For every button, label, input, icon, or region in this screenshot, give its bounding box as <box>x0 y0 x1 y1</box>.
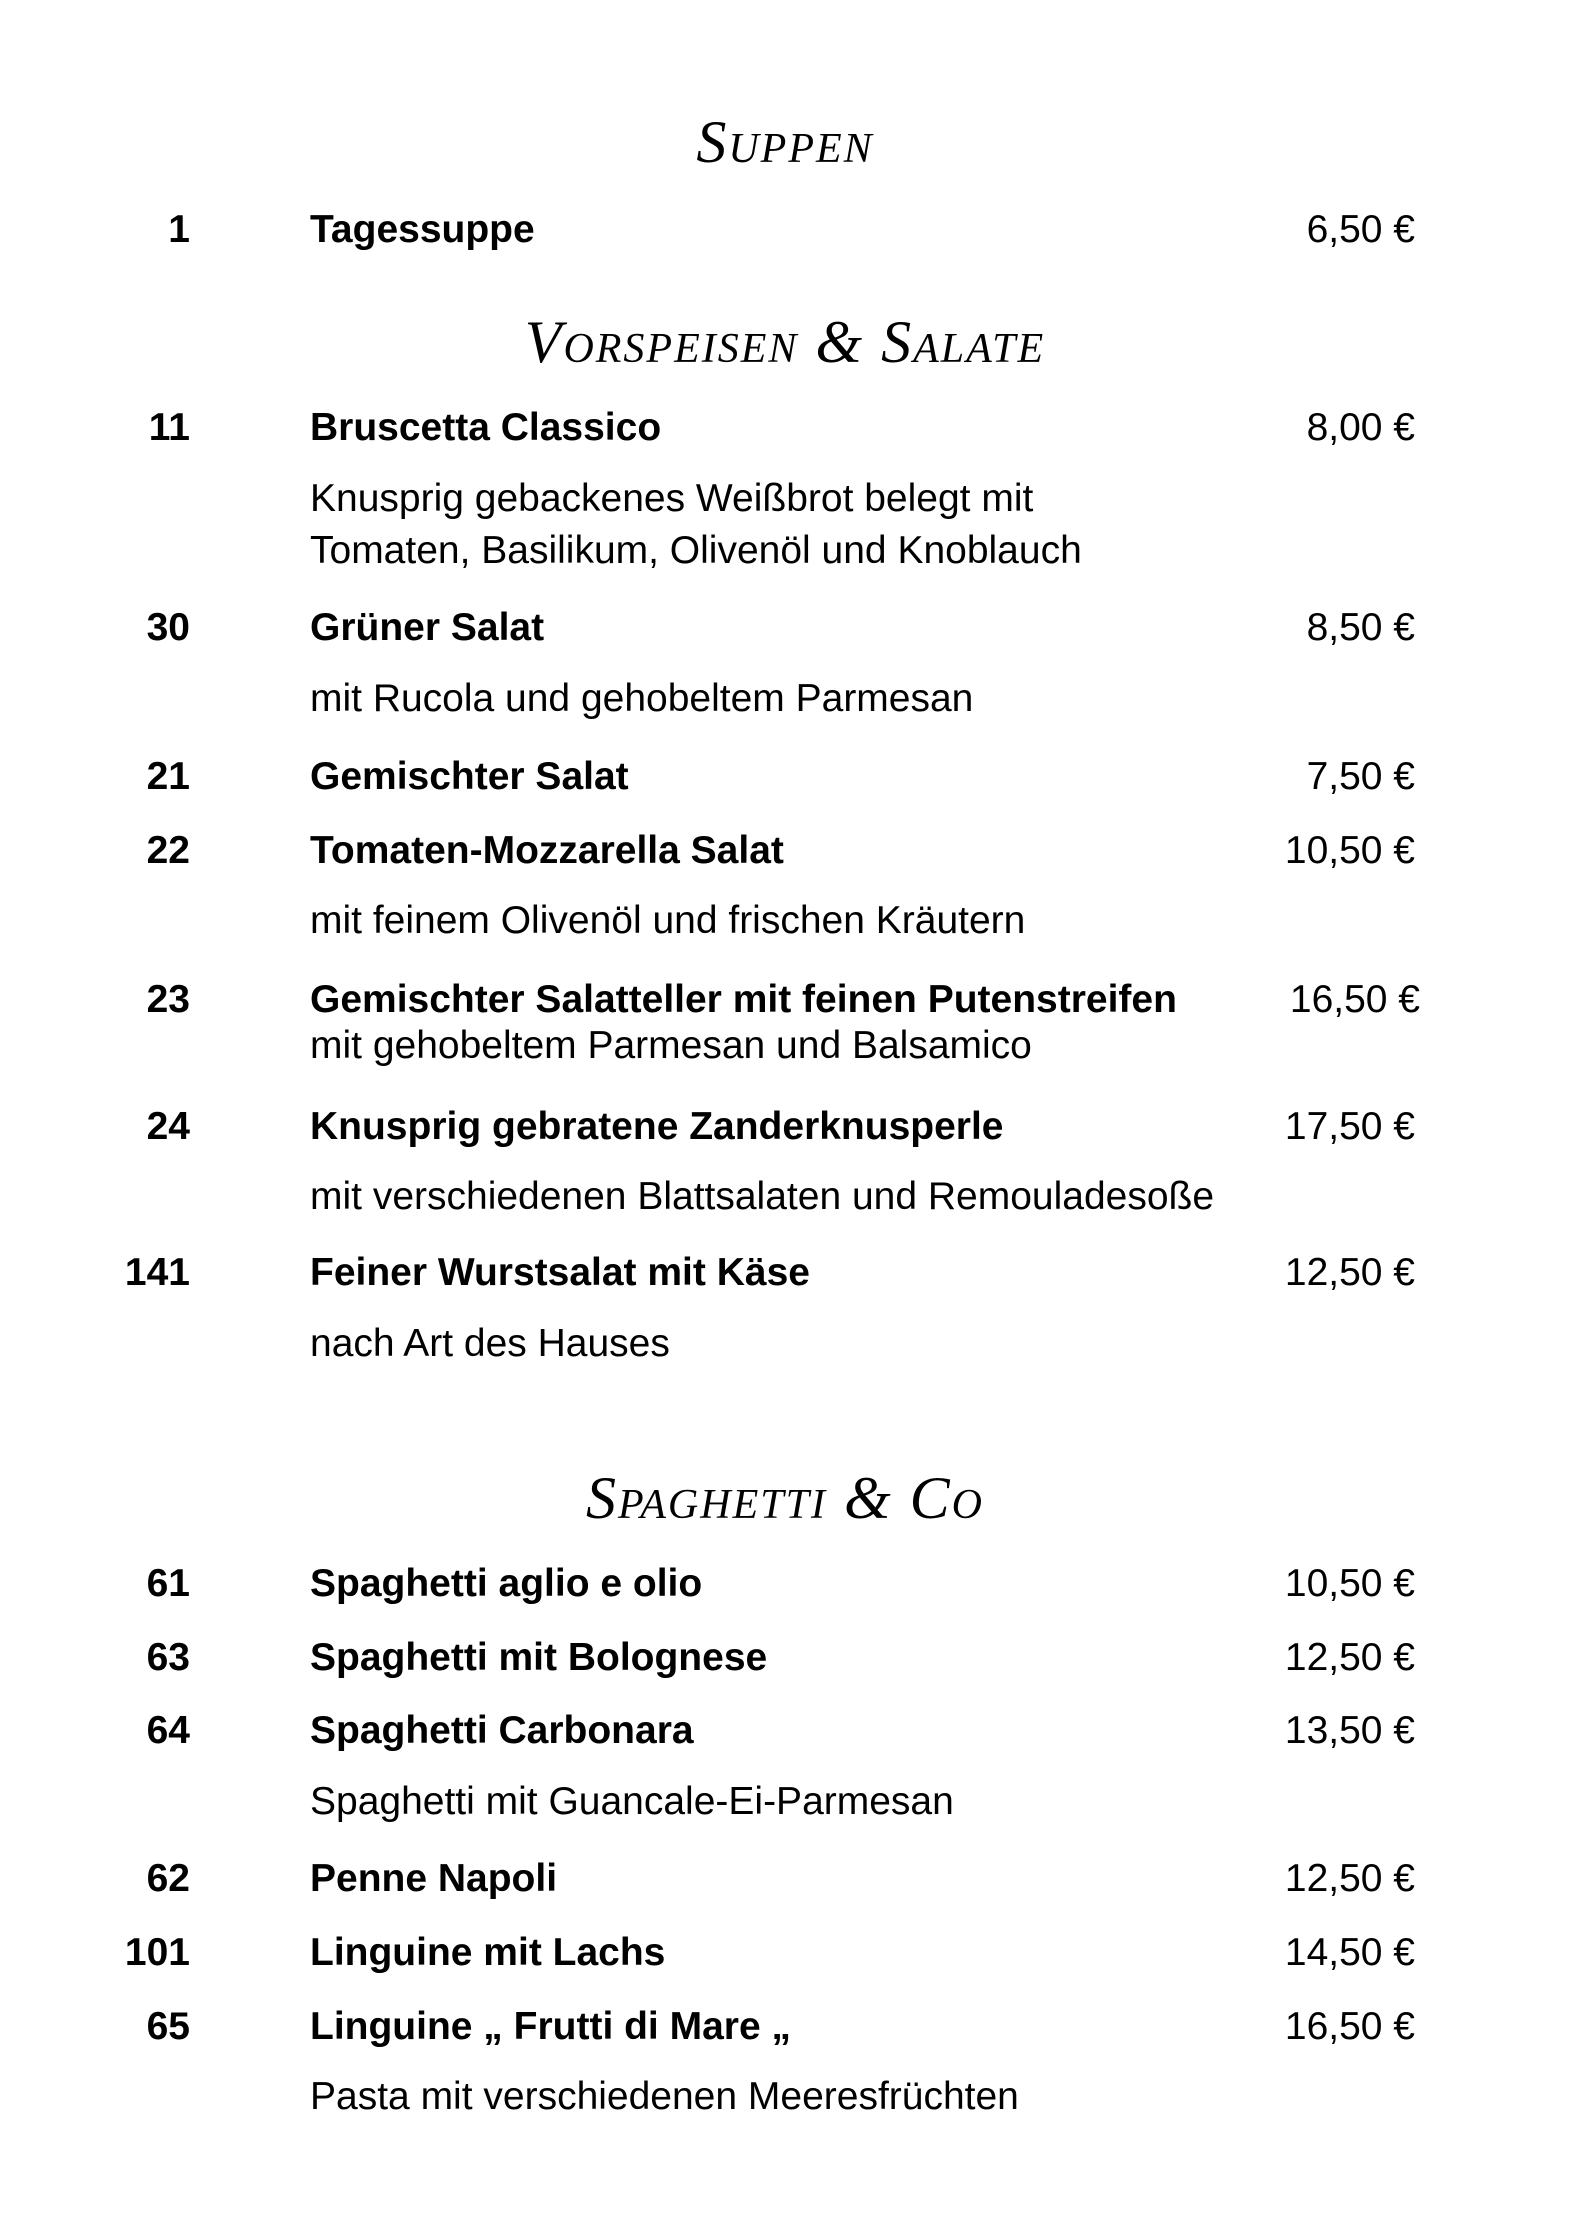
item-price: 16,50 € <box>1289 978 1420 1021</box>
item-number: 65 <box>146 2005 190 2048</box>
item-number: 141 <box>124 1251 190 1294</box>
section-heading-suppen: Suppen <box>696 109 874 175</box>
item-description: mit Rucola und gehobeltem Parmesan <box>310 677 974 720</box>
item-description: mit verschiedenen Blattsalaten und Remouladesoße <box>310 1175 1215 1218</box>
item-price: 12,50 € <box>1284 1857 1415 1900</box>
item-number: 24 <box>146 1105 190 1148</box>
item-name: Bruscetta Classico <box>310 406 662 449</box>
item-price: 17,50 € <box>1284 1105 1415 1148</box>
item-name: Gemischter Salatteller mit feinen Putenstreifen <box>310 978 1177 1021</box>
item-number: 62 <box>146 1857 190 1900</box>
item-price: 13,50 € <box>1284 1709 1415 1752</box>
item-description: mit feinem Olivenöl und frischen Kräutern <box>310 899 1026 942</box>
item-number: 101 <box>124 1931 190 1974</box>
item-name: Knusprig gebratene Zanderknusperle <box>310 1105 1004 1148</box>
section-heading-spaghetti-co: Spaghetti & Co <box>586 1465 984 1531</box>
item-number: 23 <box>146 978 190 1021</box>
item-price: 12,50 € <box>1284 1636 1415 1679</box>
item-price: 6,50 € <box>1306 208 1415 251</box>
item-name: Linguine mit Lachs <box>310 1931 666 1974</box>
item-name: Penne Napoli <box>310 1857 558 1900</box>
item-number: 11 <box>148 406 190 449</box>
item-description: Tomaten, Basilikum, Olivenöl und Knoblauch <box>310 529 1082 572</box>
item-name: Linguine „ Frutti di Mare „ <box>310 2005 791 2048</box>
item-number: 22 <box>146 829 190 872</box>
item-price: 14,50 € <box>1284 1931 1415 1974</box>
item-price: 10,50 € <box>1284 1562 1415 1605</box>
item-description: Pasta mit verschiedenen Meeresfrüchten <box>310 2075 1019 2118</box>
item-name: Feiner Wurstsalat mit Käse <box>310 1251 810 1294</box>
item-price: 8,00 € <box>1306 406 1415 449</box>
item-number: 30 <box>146 606 190 649</box>
item-number: 61 <box>146 1562 190 1605</box>
item-number: 64 <box>146 1709 190 1752</box>
item-description: nach Art des Hauses <box>310 1322 670 1365</box>
item-description: mit gehobeltem Parmesan und Balsamico <box>310 1024 1032 1067</box>
section-heading-vorspeisen-salate: Vorspeisen & Salate <box>524 309 1046 375</box>
item-name: Gemischter Salat <box>310 755 629 798</box>
item-description: Spaghetti mit Guancale-Ei-Parmesan <box>310 1780 954 1823</box>
item-number: 21 <box>146 755 190 798</box>
item-name: Tagessuppe <box>310 208 535 251</box>
item-number: 63 <box>146 1636 190 1679</box>
item-description: Knusprig gebackenes Weißbrot belegt mit <box>310 477 1034 520</box>
item-price: 16,50 € <box>1284 2005 1415 2048</box>
item-price: 7,50 € <box>1306 755 1415 798</box>
item-price: 10,50 € <box>1284 829 1415 872</box>
item-number: 1 <box>168 208 190 251</box>
item-price: 8,50 € <box>1306 606 1415 649</box>
item-name: Spaghetti mit Bolognese <box>310 1636 768 1679</box>
item-name: Tomaten-Mozzarella Salat <box>310 829 784 872</box>
item-name: Grüner Salat <box>310 606 545 649</box>
item-price: 12,50 € <box>1284 1251 1415 1294</box>
item-name: Spaghetti Carbonara <box>310 1709 694 1752</box>
item-name: Spaghetti aglio e olio <box>310 1562 703 1605</box>
